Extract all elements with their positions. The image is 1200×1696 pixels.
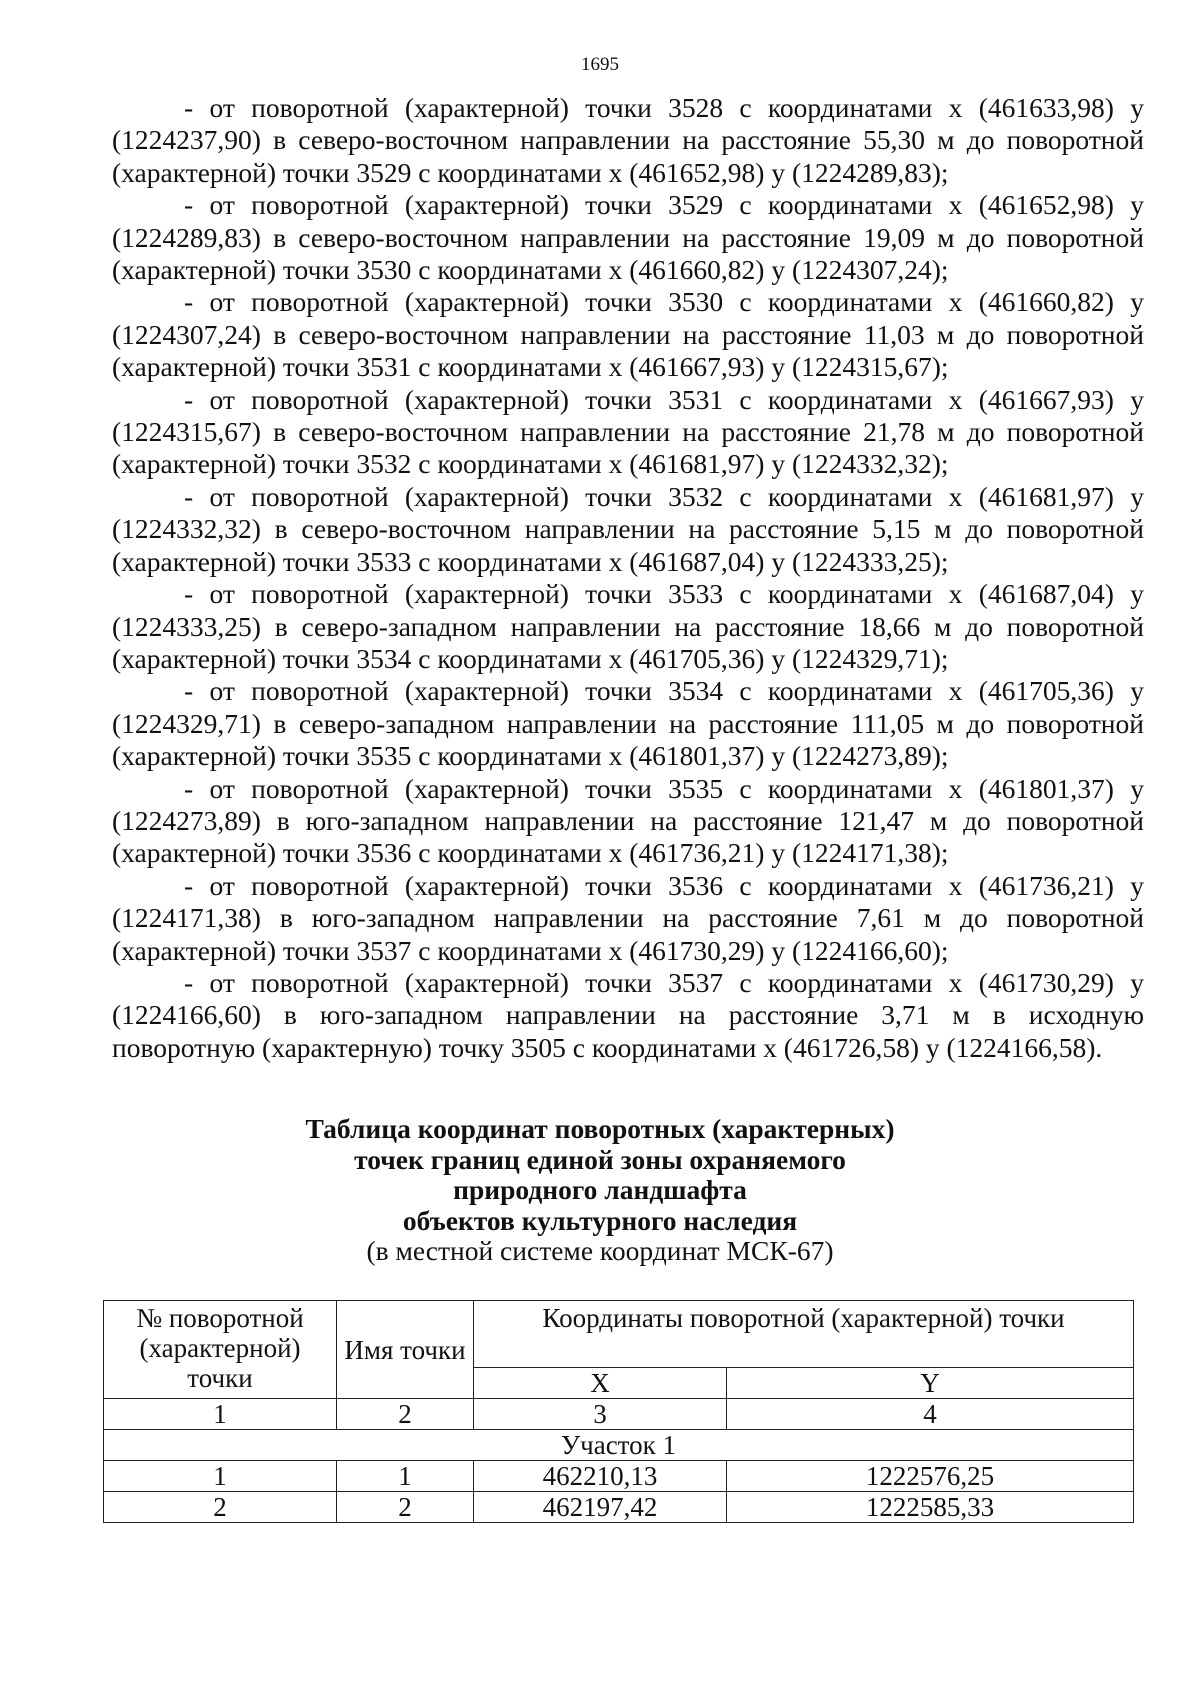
table-title-line: объектов культурного наследия: [402, 1204, 798, 1236]
index-cell: 2: [337, 1399, 474, 1430]
table-index-row: [104, 1399, 1134, 1430]
header-y: Y: [727, 1368, 1134, 1399]
index-cell: 1: [104, 1399, 337, 1430]
table-title: [0, 1114, 1200, 1267]
paragraph: - от поворотной (характерной) точки 3535 с координатами x (461801,37) y (1224273,89) в юго-западном направлении на расстояние 121,47 м до поворотной (характерной) точки 3536 с координатами x (461736,21) y (1224171,38);: [112, 772, 1144, 869]
index-cell: 4: [727, 1399, 1134, 1430]
paragraph: - от поворотной (характерной) точки 3528 с координатами x (461633,98) y (1224237,90) в северо-восточном направлении на расстояние 55,30 м до поворотной (характерной) точки 3529 с координатами x (461652,98) y (1224289,83);: [112, 92, 1144, 188]
paragraph: - от поворотной (характерной) точки 3537 с координатами x (461730,29) y (1224166,60) в юго-западном направлении на расстояние 3,71 м в исходную поворотную (характерную) точку 3505 с координатами x (461726,58) y (1224166,58).: [112, 966, 1144, 1063]
table-row: [104, 1461, 1134, 1492]
header-coordinates: Координаты поворотной (характерной) точки: [474, 1301, 1134, 1368]
cell-number: 1: [104, 1461, 337, 1492]
cell-x: 462197,42: [474, 1492, 727, 1523]
paragraph: - от поворотной (характерной) точки 3532 с координатами x (461681,97) y (1224332,32) в северо-восточном направлении на расстояние 5,15 м до поворотной (характерной) точки 3533 с координатами x (461687,04) y (1224333,25);: [112, 480, 1144, 577]
table-header-row: [104, 1301, 1134, 1368]
cell-number: 2: [104, 1492, 337, 1523]
paragraph: - от поворотной (характерной) точки 3530 с координатами x (461660,82) y (1224307,24) в северо-восточном направлении на расстояние 11,03 м до поворотной (характерной) точки 3531 с координатами x (461667,93) y (1224315,67);: [112, 286, 1144, 383]
page-number: 1695: [581, 54, 619, 75]
header-x: X: [474, 1368, 727, 1399]
table-title-line: природного ландшафта: [453, 1174, 747, 1205]
paragraph: - от поворотной (характерной) точки 3533 с координатами x (461687,04) y (1224333,25) в северо-западном направлении на расстояние 18,66 м до поворотной (характерной) точки 3534 с координатами x (461705,36) y (1224329,71);: [112, 578, 1144, 674]
cell-y: 1222585,33: [727, 1492, 1134, 1523]
cell-x: 462210,13: [474, 1461, 727, 1492]
section-label: Участок 1: [104, 1430, 1134, 1461]
coordinates-table: [103, 1300, 1134, 1523]
table-title-line: Таблица координат поворотных (характерных): [305, 1113, 895, 1144]
paragraph: - от поворотной (характерной) точки 3529 с координатами x (461652,98) y (1224289,83) в северо-восточном направлении на расстояние 19,09 м до поворотной (характерной) точки 3530 с координатами x (461660,82) y (1224307,24);: [112, 189, 1144, 286]
table-section-row: [104, 1430, 1134, 1461]
header-point-number: № поворотной (характерной) точки: [104, 1301, 337, 1399]
index-cell: 3: [474, 1399, 727, 1430]
cell-name: 2: [337, 1492, 474, 1523]
cell-name: 1: [337, 1461, 474, 1492]
paragraph: - от поворотной (характерной) точки 3534 с координатами x (461705,36) y (1224329,71) в северо-западном направлении на расстояние 111,05 м до поворотной (характерной) точки 3535 с координатами x (461801,37) y (1224273,89);: [112, 675, 1144, 772]
paragraph: - от поворотной (характерной) точки 3536 с координатами x (461736,21) y (1224171,38) в юго-западном направлении на расстояние 7,61 м до поворотной (характерной) точки 3537 с координатами x (461730,29) y (1224166,60);: [112, 869, 1144, 966]
table-title-line: точек границ единой зоны охраняемого: [354, 1143, 846, 1175]
body-text: [112, 92, 1144, 1064]
paragraph: - от поворотной (характерной) точки 3531 с координатами x (461667,93) y (1224315,67) в северо-восточном направлении на расстояние 21,78 м до поворотной (характерной) точки 3532 с координатами x (461681,97) y (1224332,32);: [112, 383, 1144, 480]
table-subtitle: (в местной системе координат МСК-67): [366, 1235, 834, 1266]
header-point-name: Имя точки: [337, 1301, 474, 1399]
table-row: [104, 1492, 1134, 1523]
cell-y: 1222576,25: [727, 1461, 1134, 1492]
